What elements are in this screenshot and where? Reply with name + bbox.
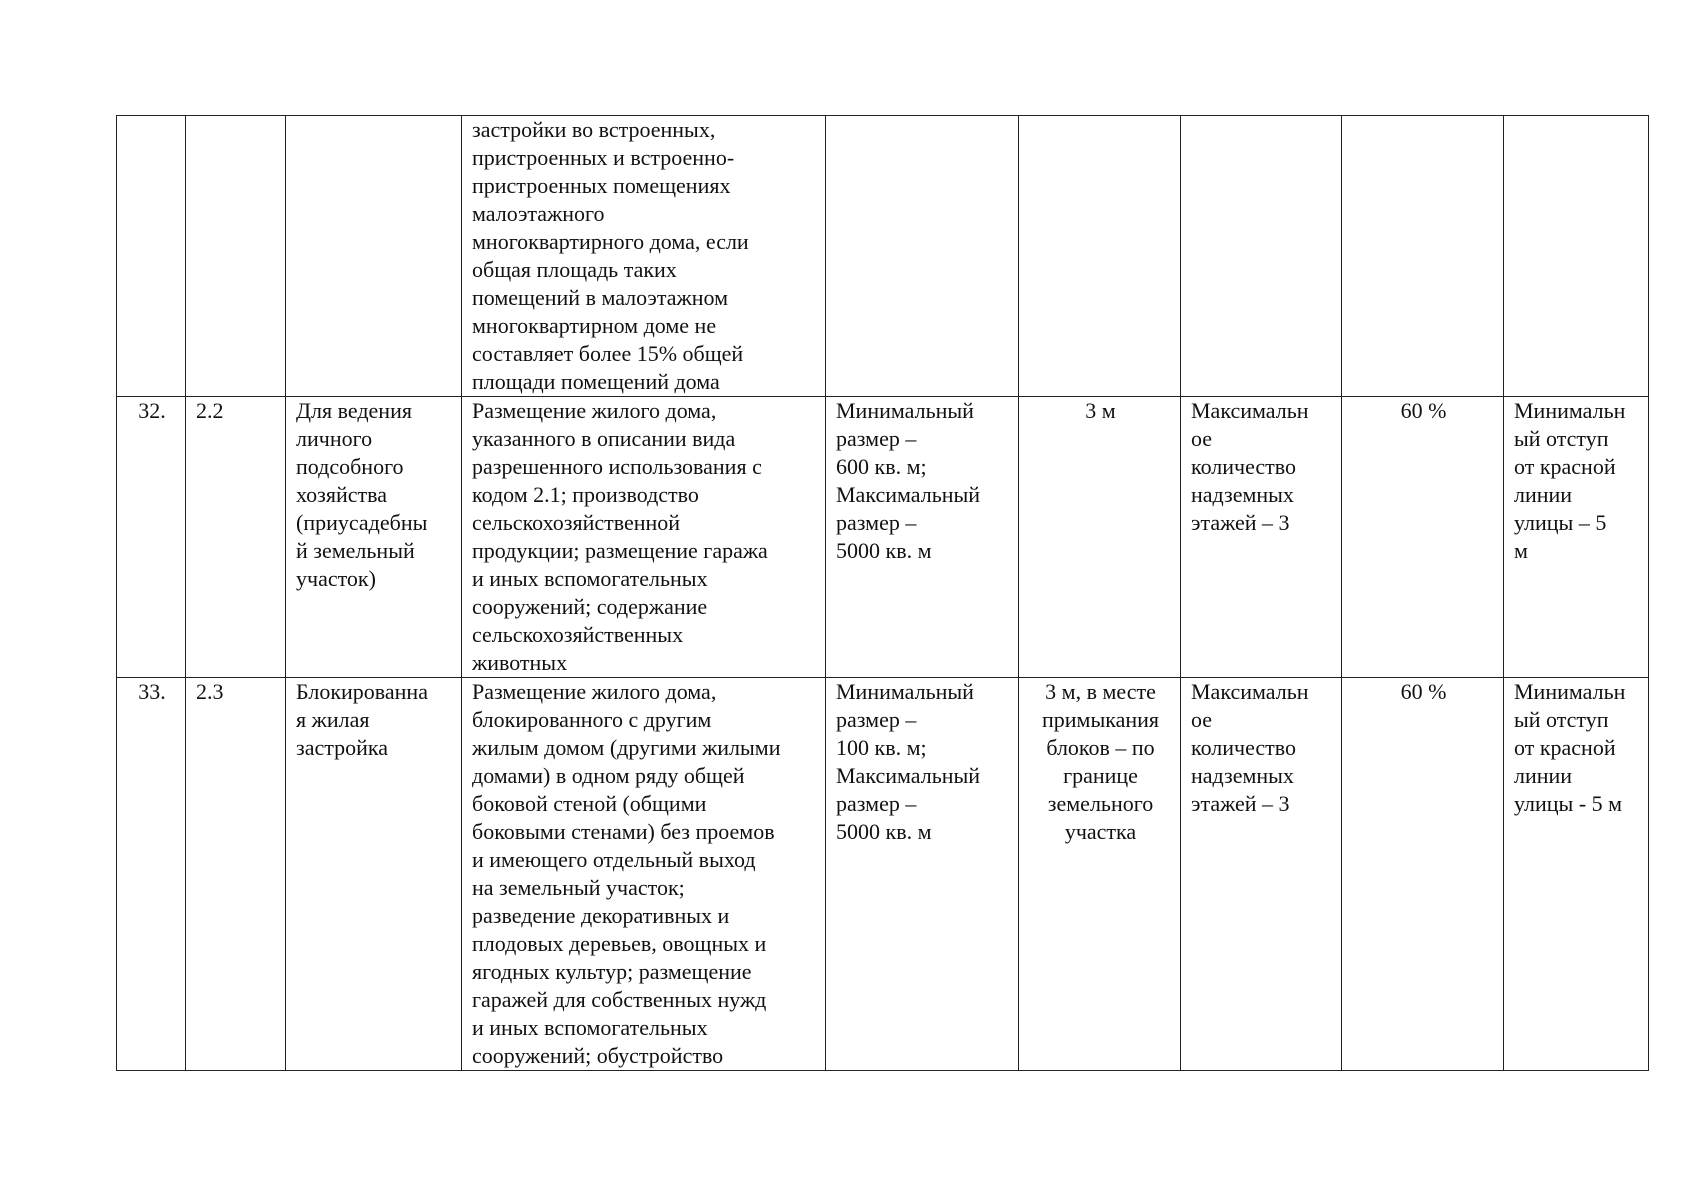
cell-coverage: 60 % (1342, 678, 1504, 1071)
cell-number (117, 116, 186, 397)
cell-plot-size: Минимальный размер – 100 кв. м; Максимальный размер – 5000 кв. м (826, 678, 1019, 1071)
cell-floors: Максимальн ое количество надземных этажей – 3 (1181, 397, 1342, 678)
cell-number: 32. (117, 397, 186, 678)
cell-floors (1181, 116, 1342, 397)
cell-name: Для ведения личного подсобного хозяйства (приусадебны й земельный участок) (286, 397, 462, 678)
cell-setback: 3 м, в месте примыкания блоков – по границе земельного участка (1019, 678, 1181, 1071)
cell-coverage: 60 % (1342, 397, 1504, 678)
cell-description: Размещение жилого дома, указанного в описании вида разрешенного использования с кодом 2.1; производство сельскохозяйственной продукции; размещение гаража и иных вспомогательных сооружений; содержание сельскохозяйственных животных (462, 397, 826, 678)
cell-setback: 3 м (1019, 397, 1181, 678)
cell-code: 2.3 (186, 678, 286, 1071)
cell-floors: Максимальн ое количество надземных этажей – 3 (1181, 678, 1342, 1071)
cell-number: 33. (117, 678, 186, 1071)
cell-red-line (1504, 116, 1649, 397)
cell-description: застройки во встроенных, пристроенных и встроенно- пристроенных помещениях малоэтажного многоквартирного дома, если общая площадь таких помещений в малоэтажном многоквартирном доме не составляет более 15% общей площади помещений дома (462, 116, 826, 397)
cell-code: 2.2 (186, 397, 286, 678)
cell-plot-size (826, 116, 1019, 397)
regulations-table (116, 115, 1649, 1071)
cell-red-line: Минимальн ый отступ от красной линии улицы – 5 м (1504, 397, 1649, 678)
cell-setback (1019, 116, 1181, 397)
table-row (117, 678, 1649, 1071)
cell-red-line: Минимальн ый отступ от красной линии улицы - 5 м (1504, 678, 1649, 1071)
cell-coverage (1342, 116, 1504, 397)
cell-description: Размещение жилого дома, блокированного с другим жилым домом (другими жилыми домами) в одном ряду общей боковой стеной (общими боковыми стенами) без проемов и имеющего отдельный выход на земельный участок; разведение декоративных и плодовых деревьев, овощных и ягодных культур; размещение гаражей для собственных нужд и иных вспомогательных сооружений; обустройство (462, 678, 826, 1071)
cell-name: Блокированна я жилая застройка (286, 678, 462, 1071)
table-row (117, 116, 1649, 397)
cell-name (286, 116, 462, 397)
cell-code (186, 116, 286, 397)
cell-plot-size: Минимальный размер – 600 кв. м; Максимальный размер – 5000 кв. м (826, 397, 1019, 678)
table-row (117, 397, 1649, 678)
